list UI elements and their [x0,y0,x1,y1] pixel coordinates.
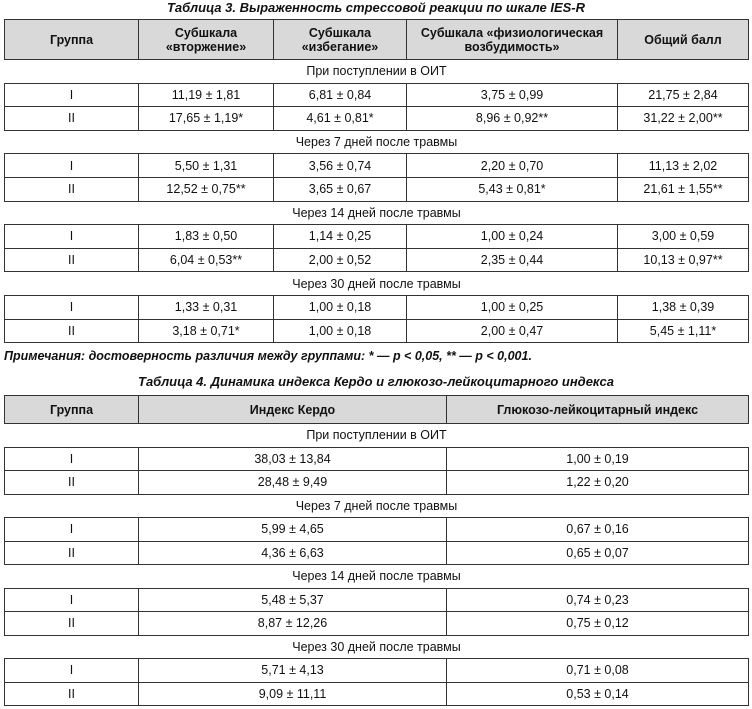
column-header: Субшкала «избегание» [274,20,407,60]
value-cell: 8,87 ± 12,26 [139,612,447,636]
section-row [5,494,749,518]
section-title: Через 30 дней после травмы [5,635,749,659]
value-cell: 6,04 ± 0,53** [139,248,274,272]
value-cell: 3,75 ± 0,99 [407,83,618,107]
group-cell: I [5,154,139,178]
value-cell: 5,50 ± 1,31 [139,154,274,178]
value-cell: 1,14 ± 0,25 [274,225,407,249]
group-cell: I [5,447,139,471]
value-cell: 8,96 ± 0,92** [407,107,618,131]
value-cell: 5,45 ± 1,11* [618,319,749,343]
value-cell: 0,75 ± 0,12 [447,612,749,636]
value-cell: 3,00 ± 0,59 [618,225,749,249]
table-row [5,682,749,706]
value-cell: 5,99 ± 4,65 [139,518,447,542]
group-cell: II [5,107,139,131]
value-cell: 0,67 ± 0,16 [447,518,749,542]
value-cell: 28,48 ± 9,49 [139,471,447,495]
table-row [5,319,749,343]
section-title: При поступлении в ОИТ [5,424,749,448]
column-header: Группа [5,20,139,60]
group-cell: II [5,177,139,201]
value-cell: 11,19 ± 1,81 [139,83,274,107]
group-cell: II [5,682,139,706]
value-cell: 2,00 ± 0,47 [407,319,618,343]
value-cell: 0,53 ± 0,14 [447,682,749,706]
group-cell: II [5,541,139,565]
column-header: Субшкала «вторжение» [139,20,274,60]
column-header: Общий балл [618,20,749,60]
value-cell: 3,65 ± 0,67 [274,177,407,201]
section-row [5,565,749,589]
group-cell: II [5,248,139,272]
section-row [5,201,749,225]
value-cell: 1,38 ± 0,39 [618,295,749,319]
value-cell: 1,00 ± 0,19 [447,447,749,471]
column-header: Группа [5,396,139,424]
value-cell: 5,48 ± 5,37 [139,588,447,612]
group-cell: I [5,659,139,683]
table3-caption: Таблица 3. Выраженность стрессовой реакции по шкале IES-R [166,0,586,15]
table-row [5,659,749,683]
table-row [5,295,749,319]
value-cell: 0,74 ± 0,23 [447,588,749,612]
column-header: Глюкозо-лейкоцитарный индекс [447,396,749,424]
table-row [5,83,749,107]
table-row [5,588,749,612]
table3-header-row [5,20,749,60]
value-cell: 1,00 ± 0,18 [274,295,407,319]
group-cell: II [5,471,139,495]
value-cell: 1,83 ± 0,50 [139,225,274,249]
section-title: При поступлении в ОИТ [5,60,749,84]
table-row [5,447,749,471]
section-title: Через 14 дней после травмы [5,565,749,589]
group-cell: I [5,295,139,319]
value-cell: 0,65 ± 0,07 [447,541,749,565]
section-title: Через 7 дней после травмы [5,130,749,154]
table-row [5,107,749,131]
section-row [5,272,749,296]
section-title: Через 30 дней после травмы [5,272,749,296]
value-cell: 5,43 ± 0,81* [407,177,618,201]
value-cell: 9,09 ± 11,11 [139,682,447,706]
value-cell: 11,13 ± 2,02 [618,154,749,178]
group-cell: I [5,83,139,107]
group-cell: II [5,612,139,636]
table4-header-row [5,396,749,424]
value-cell: 1,00 ± 0,18 [274,319,407,343]
table-row [5,518,749,542]
value-cell: 3,18 ± 0,71* [139,319,274,343]
value-cell: 21,75 ± 2,84 [618,83,749,107]
value-cell: 2,35 ± 0,44 [407,248,618,272]
table4-kerdo-index [4,395,749,706]
value-cell: 1,00 ± 0,24 [407,225,618,249]
value-cell: 12,52 ± 0,75** [139,177,274,201]
section-row [5,60,749,84]
table-row [5,225,749,249]
table4-caption: Таблица 4. Динамика индекса Кердо и глюкозо-лейкоцитарного индекса [138,374,614,389]
group-cell: I [5,518,139,542]
column-header: Индекс Кердо [139,396,447,424]
table3-stress-reaction [4,19,749,343]
table-row [5,541,749,565]
value-cell: 31,22 ± 2,00** [618,107,749,131]
table-row [5,471,749,495]
group-cell: I [5,588,139,612]
value-cell: 10,13 ± 0,97** [618,248,749,272]
table-row [5,248,749,272]
value-cell: 6,81 ± 0,84 [274,83,407,107]
section-row [5,130,749,154]
value-cell: 1,33 ± 0,31 [139,295,274,319]
value-cell: 3,56 ± 0,74 [274,154,407,178]
value-cell: 21,61 ± 1,55** [618,177,749,201]
group-cell: I [5,225,139,249]
table-row [5,177,749,201]
section-row [5,424,749,448]
section-title: Через 7 дней после травмы [5,494,749,518]
table3-note: Примечания: достоверность различия между группами: * — p < 0,05, ** — p < 0,001. [4,349,532,363]
value-cell: 1,22 ± 0,20 [447,471,749,495]
section-row [5,635,749,659]
value-cell: 1,00 ± 0,25 [407,295,618,319]
table-row [5,154,749,178]
column-header: Субшкала «физиологическая возбудимость» [407,20,618,60]
value-cell: 17,65 ± 1,19* [139,107,274,131]
value-cell: 0,71 ± 0,08 [447,659,749,683]
section-title: Через 14 дней после травмы [5,201,749,225]
value-cell: 4,61 ± 0,81* [274,107,407,131]
value-cell: 4,36 ± 6,63 [139,541,447,565]
value-cell: 5,71 ± 4,13 [139,659,447,683]
table-row [5,612,749,636]
value-cell: 38,03 ± 13,84 [139,447,447,471]
value-cell: 2,00 ± 0,52 [274,248,407,272]
value-cell: 2,20 ± 0,70 [407,154,618,178]
group-cell: II [5,319,139,343]
